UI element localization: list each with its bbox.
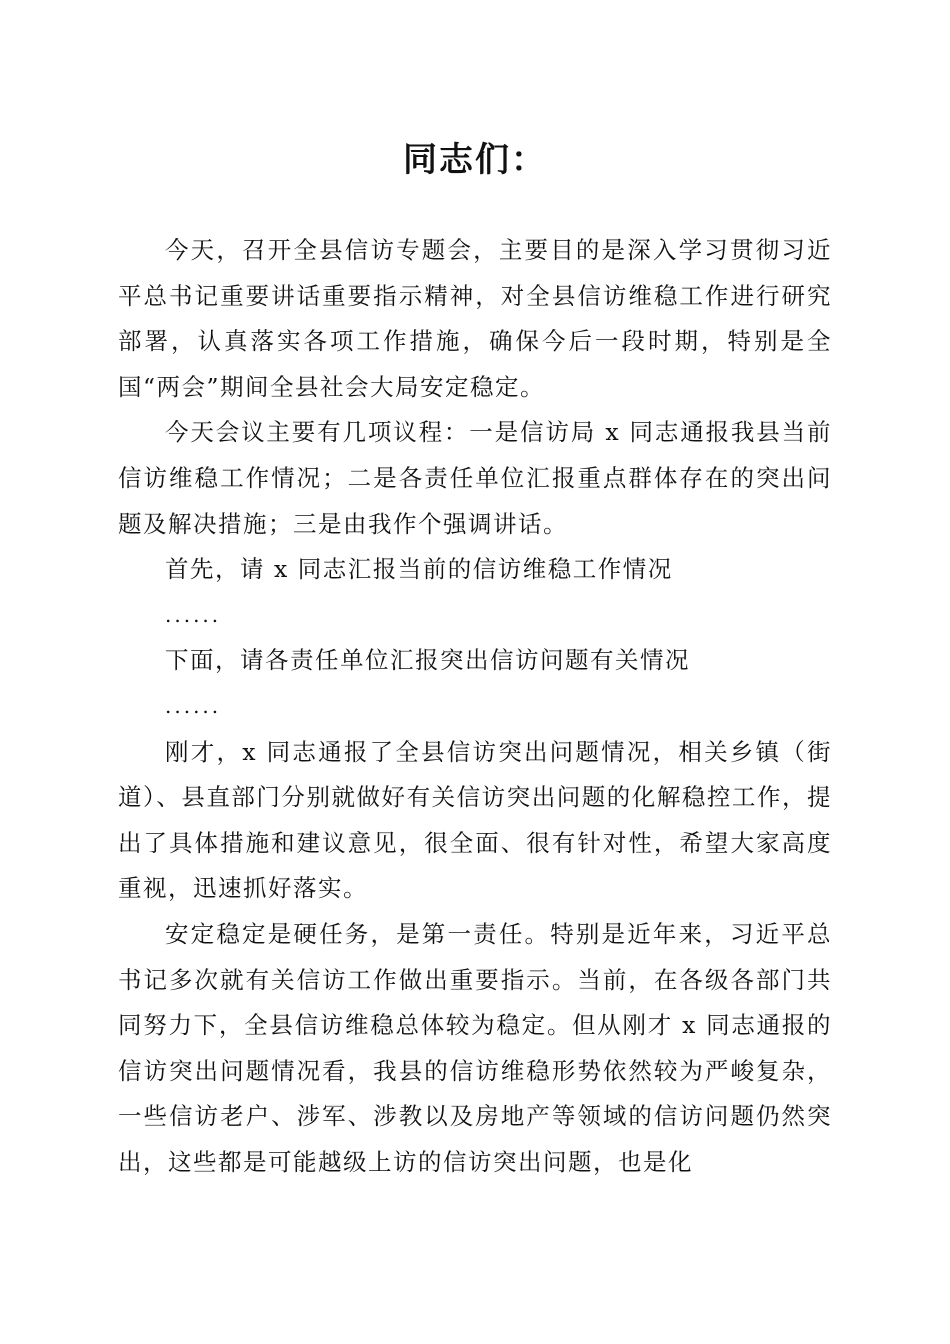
ellipsis-2: ...... [165,693,222,718]
paragraph-agenda: 今天会议主要有几项议程：一是信访局 x 同志通报我县当前信访维稳工作情况；二是各责任单位汇报重点群体存在的突出问题及解决措施；三是由我作个强调讲话。 [118,418,832,538]
page-title: 同志们： [403,140,547,180]
document-body [118,228,832,1185]
paragraph-summary: 刚才，x 同志通报了全县信访突出问题情况，相关乡镇（街道）、县直部门分别就做好有关信访突出问题的化解稳控工作，提出了具体措施和建议意见，很全面、很有针对性，希望大家高度重视，迅速抓好落实。 [118,737,832,903]
paragraph-opening: 今天，召开全县信访专题会，主要目的是深入学习贯彻习近平总书记重要讲话重要指示精神，对全县信访维稳工作进行研究部署，认真落实各项工作措施，确保今后一段时期，特别是全国“两会”期间全县社会大局安定稳定。 [118,236,832,401]
paragraph-stability: 安定稳定是硬任务，是第一责任。特别是近年来，习近平总书记多次就有关信访工作做出重要指示。当前，在各级各部门共同努力下，全县信访维稳总体较为稳定。但从刚才 x 同志通报的信访突出问题情况看，我县的信访维稳形势依然较为严峻复杂，一些信访老户、涉军、涉教以及房地产等领域的信访问题仍然突出，这些都是可能越级上访的信访突出问题，也是化 [118,919,832,1176]
paragraph-first-report: 首先，请 x 同志汇报当前的信访维稳工作情况 [165,555,673,584]
ellipsis-1: ...... [165,602,222,627]
paragraph-second-report: 下面，请各责任单位汇报突出信访问题有关情况 [165,646,690,675]
